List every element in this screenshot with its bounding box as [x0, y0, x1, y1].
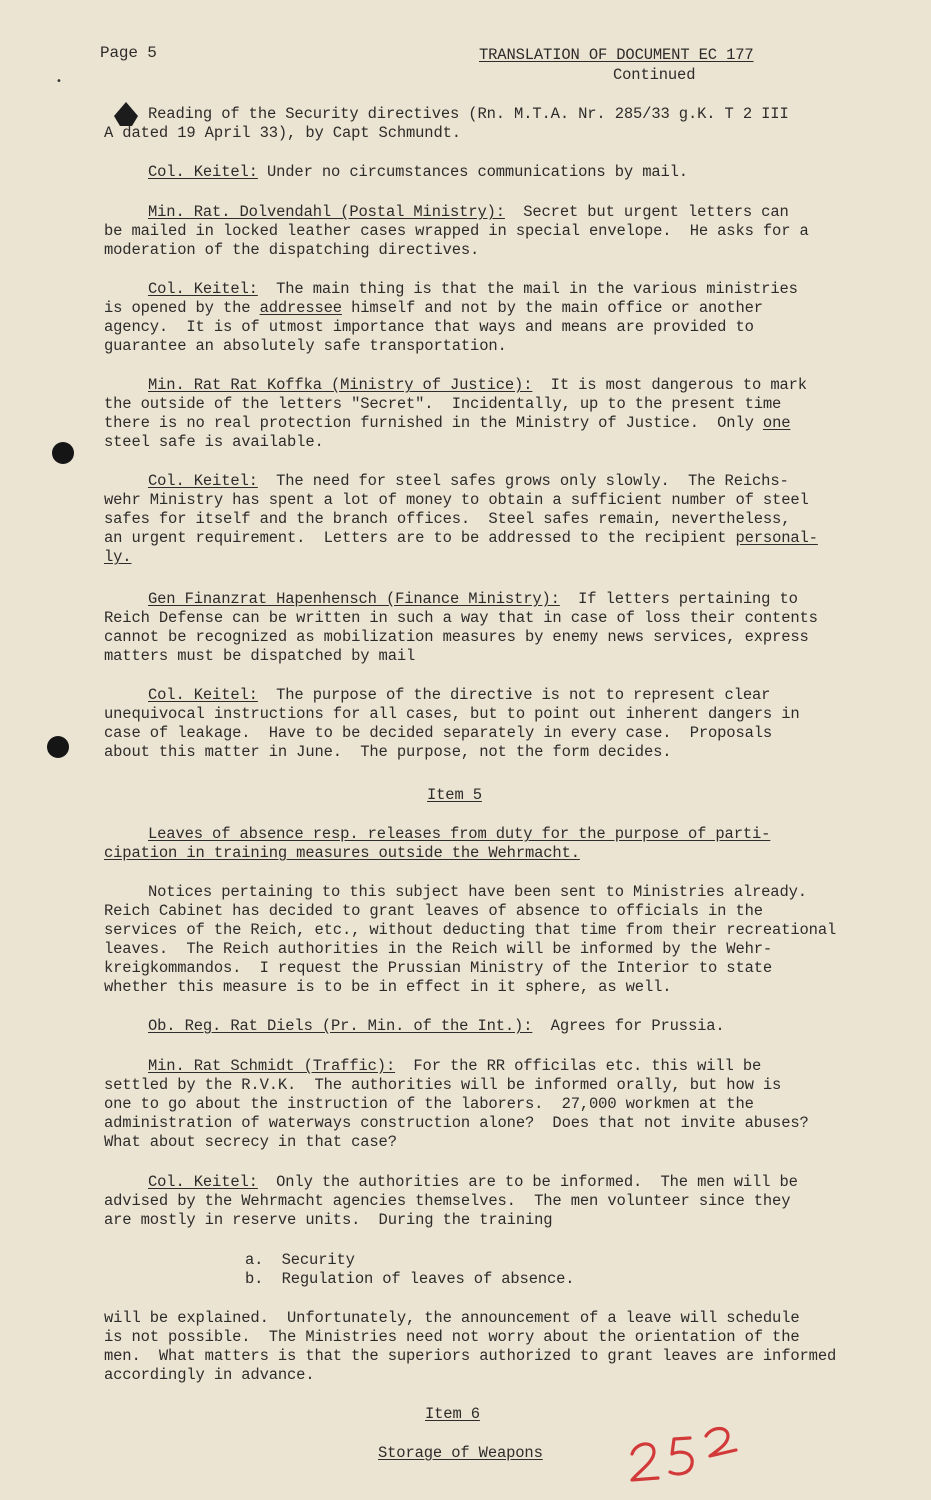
- paragraph-dolvendahl: [148, 203, 789, 222]
- item-5-subject-2: cipation in training measures outside the Wehrmacht.: [104, 844, 580, 862]
- paragraph-keitel-1: [148, 163, 688, 182]
- paragraph-notices: Notices pertaining to this subject have been sent to Ministries already.: [148, 883, 807, 901]
- speaker-name: Col. Keitel:: [148, 163, 258, 181]
- intro-line-2: A dated 19 April 33), by Capt Schmundt.: [104, 124, 461, 142]
- paragraph-keitel-5: [148, 1173, 798, 1192]
- item-6-subject: Storage of Weapons: [378, 1444, 543, 1462]
- speaker-name: Ob. Reg. Rat Diels (Pr. Min. of the Int.):: [148, 1017, 533, 1035]
- paragraph-schmidt: [148, 1057, 761, 1076]
- emphasis-one: one: [762, 414, 791, 432]
- paragraph-text: Agrees for Prussia.: [532, 1017, 725, 1035]
- document-title: TRANSLATION OF DOCUMENT EC 177: [479, 46, 754, 64]
- speaker-name: Col. Keitel:: [148, 1173, 258, 1191]
- paragraph-line: cannot be recognized as mobilization measures by enemy news services, express: [104, 628, 809, 646]
- paragraph-text: Secret but urgent letters can: [504, 203, 789, 221]
- paragraph-conclusion: will be explained. Unfortunately, the announcement of a leave will schedule: [104, 1309, 800, 1327]
- speaker-name: Col. Keitel:: [148, 280, 258, 298]
- paragraph-line: matters must be dispatched by mail: [104, 647, 416, 665]
- paragraph-line: advised by the Wehrmacht agencies themselves. The men volunteer since they: [104, 1192, 791, 1210]
- paragraph-line: Reich Cabinet has decided to grant leaves of absence to officials in the: [104, 902, 763, 920]
- intro-line-1: Reading of the Security directives (Rn. M.T.A. Nr. 285/33 g.K. T 2 III: [148, 105, 789, 123]
- paragraph-text: Only the authorities are to be informed. The men will be: [257, 1173, 798, 1191]
- document-subtitle: Continued: [613, 66, 696, 84]
- paragraph-line: unequivocal instructions for all cases, but to point out inherent dangers in: [104, 705, 800, 723]
- punch-hole-icon: [52, 442, 74, 464]
- paragraph-line: men. What matters is that the superiors authorized to grant leaves are informed: [104, 1347, 837, 1365]
- item-5-heading: Item 5: [427, 786, 482, 804]
- paragraph-keitel-4: [148, 686, 770, 705]
- paragraph-line: kreigkommandos. I request the Prussian Ministry of the Interior to state: [104, 959, 773, 977]
- speaker-name: Col. Keitel:: [148, 472, 258, 490]
- list-item-a: a. Security: [245, 1251, 355, 1269]
- paragraph-line: be mailed in locked leather cases wrapped in special envelope. He asks for a: [104, 222, 809, 240]
- paragraph-keitel-2: [148, 280, 798, 299]
- paragraph-line: wehr Ministry has spent a lot of money to obtain a sufficient number of steel: [104, 491, 809, 509]
- paragraph-line: one to go about the instruction of the laborers. 27,000 workmen at the: [104, 1095, 754, 1113]
- speaker-name: Gen Finanzrat Hapenhensch (Finance Ministry):: [148, 590, 560, 608]
- paragraph-line: is opened by the addressee himself and not by the main office or another: [104, 299, 763, 317]
- paragraph-line: leaves. The Reich authorities in the Reich will be informed by the Wehr-: [104, 940, 773, 958]
- paragraph-line: Reich Defense can be written in such a way that in case of loss their contents: [104, 609, 818, 627]
- paragraph-diels: [148, 1017, 725, 1036]
- paragraph-line: safes for itself and the branch offices. Steel safes remain, nevertheless,: [104, 510, 791, 528]
- paragraph-text: The main thing is that the mail in the various ministries: [257, 280, 798, 298]
- paragraph-line: is not possible. The Ministries need not worry about the orientation of the: [104, 1328, 800, 1346]
- tick-mark-icon: •: [56, 76, 62, 87]
- speaker-name: Min. Rat Schmidt (Traffic):: [148, 1057, 396, 1075]
- emphasis-personally: personal-: [735, 529, 818, 547]
- paragraph-keitel-3: [148, 472, 789, 491]
- paragraph-line: services of the Reich, etc., without deducting that time from their recreational: [104, 921, 837, 939]
- paragraph-text: It is most dangerous to mark: [532, 376, 807, 394]
- paragraph-line: about this matter in June. The purpose, not the form decides.: [104, 743, 672, 761]
- paragraph-line: the outside of the letters "Secret". Incidentally, up to the present time: [104, 395, 782, 413]
- paragraph-line: settled by the R.V.K. The authorities will be informed orally, but how is: [104, 1076, 782, 1094]
- page-label: Page 5: [100, 44, 157, 62]
- paragraph-line: whether this measure is to be in effect in it sphere, as well.: [104, 978, 672, 996]
- paragraph-line: case of leakage. Have to be decided separately in every case. Proposals: [104, 724, 773, 742]
- punch-hole-icon: [47, 736, 69, 758]
- item-5-subject-1: Leaves of absence resp. releases from duty for the purpose of parti-: [148, 825, 771, 843]
- paragraph-line: administration of waterways construction alone? Does that not invite abuses?: [104, 1114, 809, 1132]
- paragraph-line: an urgent requirement. Letters are to be addressed to the recipient personal-: [104, 529, 818, 547]
- speaker-name: Min. Rat. Dolvendahl (Postal Ministry):: [148, 203, 505, 221]
- handwritten-page-number: [624, 1418, 754, 1488]
- paragraph-line: agency. It is of utmost importance that ways and means are provided to: [104, 318, 754, 336]
- list-item-b: b. Regulation of leaves of absence.: [245, 1270, 575, 1288]
- paragraph-text: If letters pertaining to: [559, 590, 798, 608]
- item-6-heading: Item 6: [425, 1405, 480, 1423]
- paragraph-line: moderation of the dispatching directives.: [104, 241, 480, 259]
- paragraph-text: The need for steel safes grows only slowly. The Reichs-: [257, 472, 789, 490]
- emphasis-addressee: addressee: [259, 299, 342, 317]
- speaker-name: Min. Rat Rat Koffka (Ministry of Justice):: [148, 376, 533, 394]
- paragraph-koffka: [148, 376, 807, 395]
- paragraph-hapenhensch: [148, 590, 798, 609]
- paragraph-text: Under no circumstances communications by mail.: [257, 163, 688, 181]
- paragraph-line: ly.: [104, 548, 132, 566]
- paragraph-text: For the RR officilas etc. this will be: [395, 1057, 762, 1075]
- paragraph-line: are mostly in reserve units. During the training: [104, 1211, 553, 1229]
- paragraph-line: guarantee an absolutely safe transportation.: [104, 337, 507, 355]
- speaker-name: Col. Keitel:: [148, 686, 258, 704]
- paragraph-line: accordingly in advance.: [104, 1366, 315, 1384]
- paragraph-text: The purpose of the directive is not to represent clear: [257, 686, 771, 704]
- paragraph-line: steel safe is available.: [104, 433, 324, 451]
- paragraph-line: What about secrecy in that case?: [104, 1133, 397, 1151]
- paragraph-line: there is no real protection furnished in the Ministry of Justice. Only one: [104, 414, 791, 432]
